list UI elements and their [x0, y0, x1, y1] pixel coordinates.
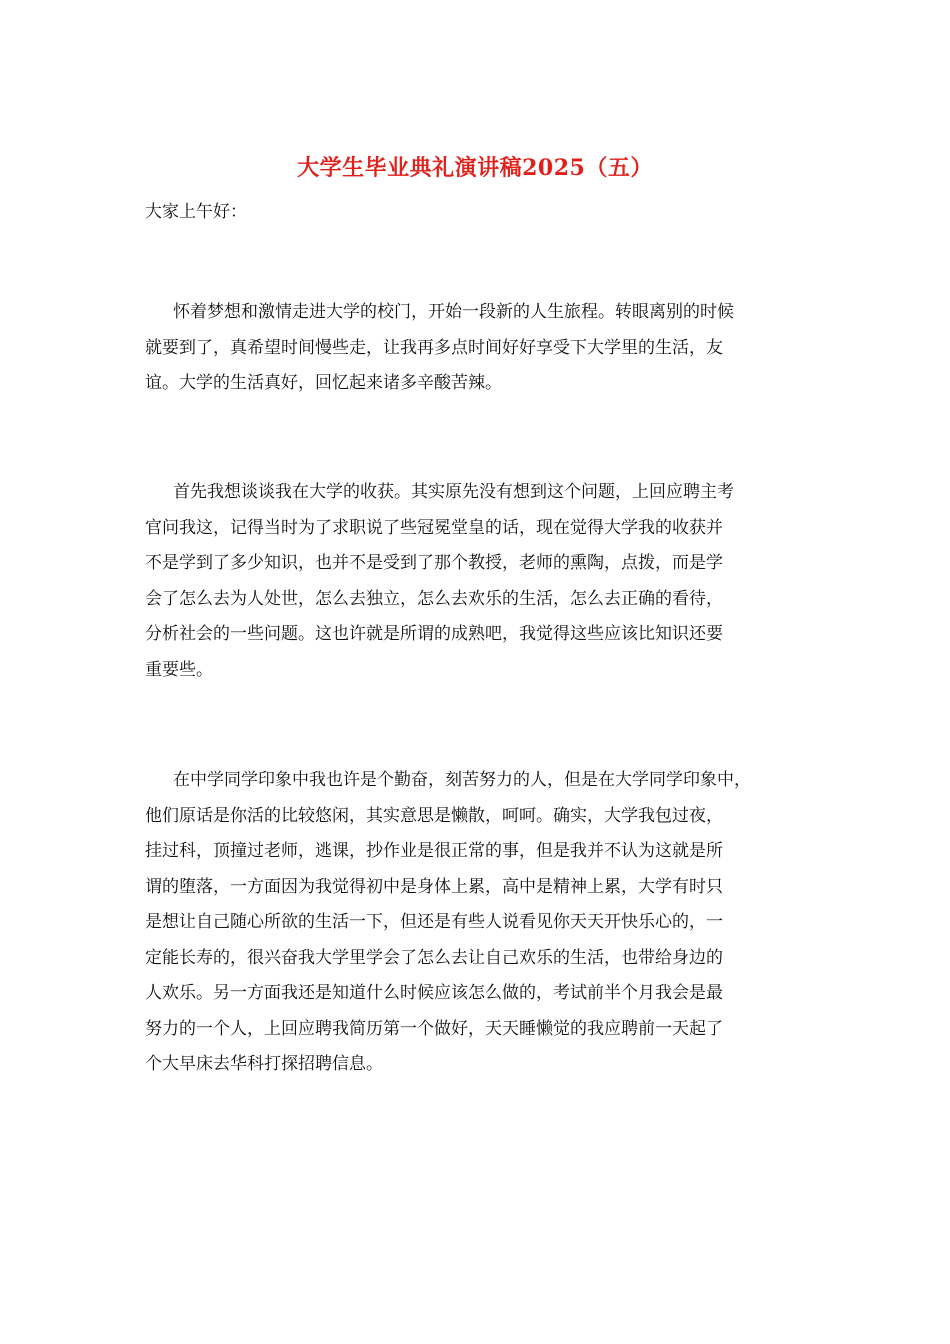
paragraph-line: 官问我这，记得当时为了求职说了些冠冕堂皇的话，现在觉得大学我的收获并: [145, 517, 723, 538]
paragraph-line: 个大早床去华科打探招聘信息。: [145, 1054, 383, 1074]
paragraph-line: 谓的堕落，一方面因为我觉得初中是身体上累，高中是精神上累，大学有时只: [145, 876, 723, 897]
paragraph-line: 就要到了，真希望时间慢些走，让我再多点时间好好享受下大学里的生活，友: [145, 337, 723, 358]
paragraph-line: 怀着梦想和激情走进大学的校门，开始一段新的人生旅程。转眼离别的时候: [173, 302, 734, 322]
paragraph-line: 他们原话是你活的比较悠闲，其实意思是懒散，呵呵。确实，大学我包过夜，: [145, 805, 723, 826]
paragraph-line: 会了怎么去为人处世，怎么去独立，怎么去欢乐的生活，怎么去正确的看待，: [145, 588, 723, 609]
paragraph-line: 首先我想谈谈我在大学的收获。其实原先没有想到这个问题，上回应聘主考: [173, 482, 734, 502]
document-title: 大学生毕业典礼演讲稿2025（五）: [297, 155, 653, 181]
paragraph-line: 谊。大学的生活真好，回忆起来诸多辛酸苦辣。: [145, 373, 502, 393]
paragraph-line: 定能长寿的，很兴奋我大学里学会了怎么去让自己欢乐的生活，也带给身边的: [145, 947, 723, 968]
paragraph-line: 挂过科，顶撞过老师，逃课，抄作业是很正常的事，但是我并不认为这就是所: [145, 841, 723, 861]
paragraph-line: 在中学同学印象中我也许是个勤奋，刻苦努力的人，但是在大学同学印象中，: [173, 770, 751, 790]
paragraph-line: 努力的一个人，上回应聘我简历第一个做好，天天睡懒觉的我应聘前一天起了: [145, 1018, 723, 1039]
paragraph-line: 重要些。: [145, 659, 213, 680]
paragraph-1: [145, 295, 825, 402]
paragraph-line: 分析社会的一些问题。这也许就是所谓的成熟吧，我觉得这些应该比知识还要: [145, 624, 723, 644]
greeting-line: 大家上午好：: [145, 202, 247, 222]
paragraph-line: 是想让自己随心所欲的生活一下，但还是有些人说看见你天天开快乐心的，一: [145, 912, 723, 932]
paragraph-line: 不是学到了多少知识，也并不是受到了那个教授，老师的熏陶，点拨，而是学: [145, 553, 723, 573]
paragraph-line: 人欢乐。另一方面我还是知道什么时候应该怎么做的，考试前半个月我会是最: [145, 983, 723, 1003]
paragraph-3: [145, 763, 825, 1083]
paragraph-2: [145, 475, 825, 688]
